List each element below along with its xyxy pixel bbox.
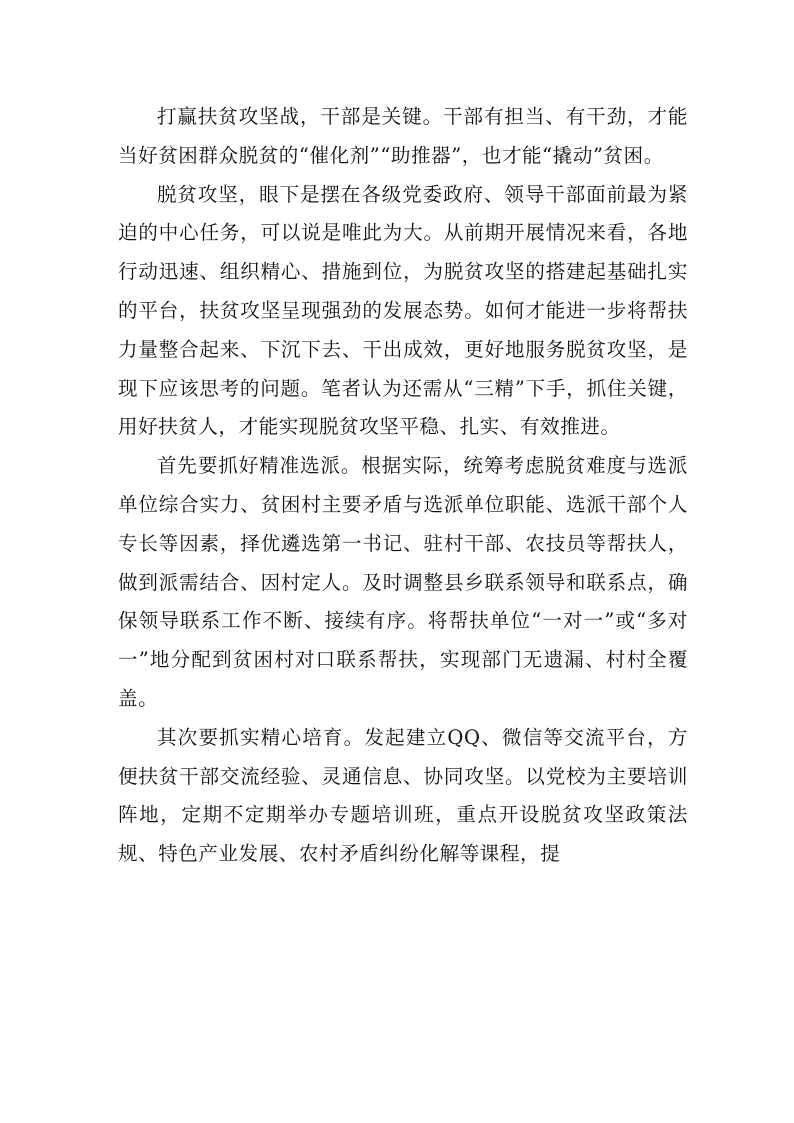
document-body <box>118 98 688 874</box>
paragraph-3: 首先要抓好精准选派。根据实际，统筹考虑脱贫难度与选派单位综合实力、贫困村主要矛盾与选派单位职能、选派干部个人专长等因素，择优遴选第一书记、驻村干部、农技员等帮扶人，做到派需结合、因村定人。及时调整县乡联系领导和联系点，确保领导联系工作不断、接续有序。将帮扶单位“一对一”或“多对一”地分配到贫困村对口联系帮扶，实现部门无遗漏、村村全覆盖。 <box>118 454 688 710</box>
paragraph-1: 打赢扶贫攻坚战，干部是关键。干部有担当、有干劲，才能当好贫困群众脱贫的“催化剂”“助推器”，也才能“撬动”贫困。 <box>118 105 688 167</box>
paragraph-2: 脱贫攻坚，眼下是摆在各级党委政府、领导干部面前最为紧迫的中心任务，可以说是唯此为大。从前期开展情况来看，各地行动迅速、组织精心、措施到位，为脱贫攻坚的搭建起基础扎实的平台，扶贫攻坚呈现强劲的发展态势。如何才能进一步将帮扶力量整合起来、下沉下去、干出成效，更好地服务脱贫攻坚，是现下应该思考的问题。笔者认为还需从“三精”下手，抓住关键，用好扶贫人，才能实现脱贫攻坚平稳、扎实、有效推进。 <box>118 182 688 439</box>
paragraph-4: 其次要抓实精心培育。发起建立QQ、微信等交流平台，方便扶贫干部交流经验、灵通信息、协同攻坚。以党校为主要培训阵地，定期不定期举办专题培训班，重点开设脱贫攻坚政策法规、特色产业发展、农村矛盾纠纷化解等课程，提 <box>118 725 688 866</box>
